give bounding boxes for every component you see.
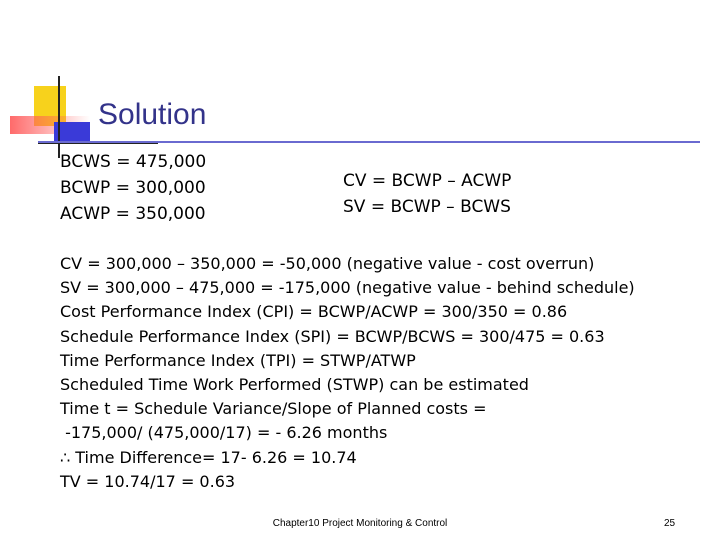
given-values: [60, 149, 206, 227]
solution-line-sv: SV = 300,000 – 475,000 = -175,000 (negative value - behind schedule): [60, 278, 635, 298]
solution-line-tv: TV = 10.74/17 = 0.63: [60, 471, 236, 491]
formula-cv: CV = BCWP – ACWP: [343, 171, 512, 191]
formula-sv: SV = BCWP – BCWS: [343, 197, 511, 217]
page-number: 25: [664, 518, 676, 529]
given-bcws: BCWS = 475,000: [60, 152, 207, 172]
slide-footer: Chapter10 Project Monitoring & Control: [272, 518, 448, 529]
solution-line-time: Time t = Schedule Variance/Slope of Planned costs =: [60, 399, 487, 419]
given-bcwp: BCWP = 300,000: [60, 178, 206, 198]
solution-body: [60, 252, 635, 494]
solution-line-time-difference: ∴ Time Difference= 17- 6.26 = 10.74: [60, 447, 357, 467]
slide-title: Solution: [98, 98, 207, 131]
solution-line-spi: Schedule Performance Index (SPI) = BCWP/BCWS = 300/475 = 0.63: [60, 326, 605, 346]
solution-line-stwp: Scheduled Time Work Performed (STWP) can be estimated: [60, 375, 529, 395]
solution-line-cv: CV = 300,000 – 350,000 = -50,000 (negative value - cost overrun): [60, 254, 595, 273]
given-acwp: ACWP = 350,000: [60, 204, 206, 224]
decor-vertical-line: [58, 76, 60, 158]
solution-line-months: -175,000/ (475,000/17) = - 6.26 months: [60, 423, 388, 443]
solution-line-cpi: Cost Performance Index (CPI) = BCWP/ACWP = 300/350 = 0.86: [60, 302, 568, 322]
decor-horizontal-line: [38, 143, 158, 144]
solution-line-tpi: Time Performance Index (TPI) = STWP/ATWP: [60, 350, 416, 370]
variance-formulas: [343, 168, 511, 220]
